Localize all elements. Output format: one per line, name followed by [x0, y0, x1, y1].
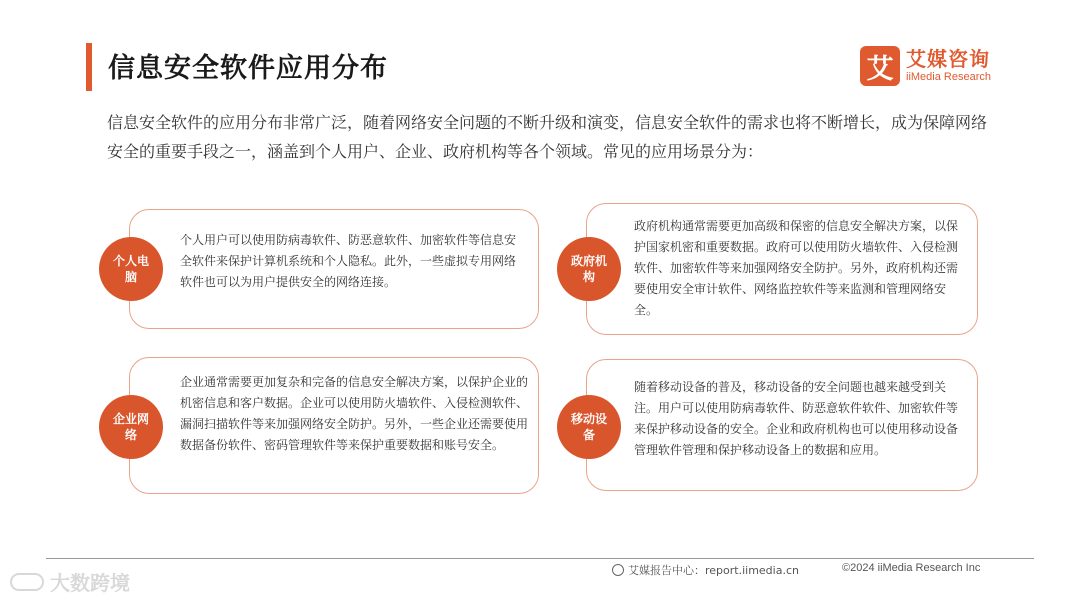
watermark-text: 大数跨境: [50, 571, 130, 595]
watermark-icon: [10, 573, 44, 591]
footer-source: [612, 562, 799, 578]
logo-text: [906, 48, 991, 84]
page-title: 信息安全软件应用分布: [108, 53, 388, 84]
source-icon: [612, 564, 624, 576]
badge-personal-computer: 个人电脑: [99, 237, 163, 301]
card-text-enterprise: 企业通常需要更加复杂和完备的信息安全解决方案，以保护企业的机密信息和客户数据。企业可以使用防火墙软件、入侵检测软件、漏洞扫描软件等来加强网络安全防护。另外，一些企业还需要使用数据备份软件、密码管理软件等来保护重要数据和账号安全。: [180, 375, 529, 452]
footer-divider: [46, 558, 1034, 559]
card-text-personal-computer: 个人用户可以使用防病毒软件、防恶意软件、加密软件等信息安全软件来保护计算机系统和个人隐私。此外，一些虚拟专用网络软件也可以为用户提供安全的网络连接。: [180, 233, 517, 289]
watermark: [10, 567, 130, 596]
brand-logo: [860, 46, 991, 86]
footer-source-text: 艾媒报告中心：report.iimedia.cn: [628, 564, 799, 577]
badge-government: 政府机构: [557, 237, 621, 301]
card-text-government: 政府机构通常需要更加高级和保密的信息安全解决方案，以保护国家机密和重要数据。政府可以使用防火墙软件、入侵检测软件、加密软件等来加强网络安全防护。另外，政府机构还需要使用安全审计软件、网络监控软件等来监测和管理网络安全。: [634, 219, 959, 317]
logo-name-cn: 艾媒咨询: [906, 47, 990, 71]
title-accent-bar: [86, 43, 92, 91]
logo-mark-icon: 艾: [860, 46, 900, 86]
card-text-mobile: 随着移动设备的普及，移动设备的安全问题也越来越受到关注。用户可以使用防病毒软件、防恶意软件软件、加密软件等来保护移动设备的安全。企业和政府机构也可以使用移动设备管理软件管理和保护移动设备上的数据和应用。: [634, 380, 959, 457]
logo-name-en: iiMedia Research: [906, 71, 991, 83]
badge-enterprise: 企业网络: [99, 395, 163, 459]
footer-copyright: ©2024 iiMedia Research Inc: [842, 562, 981, 574]
intro-paragraph: 信息安全软件的应用分布非常广泛，随着网络安全问题的不断升级和演变，信息安全软件的需求也将不断增长，成为保障网络安全的重要手段之一，涵盖到个人用户、企业、政府机构等各个领域。常见的应用场景分为：: [107, 113, 988, 161]
badge-mobile: 移动设备: [557, 395, 621, 459]
